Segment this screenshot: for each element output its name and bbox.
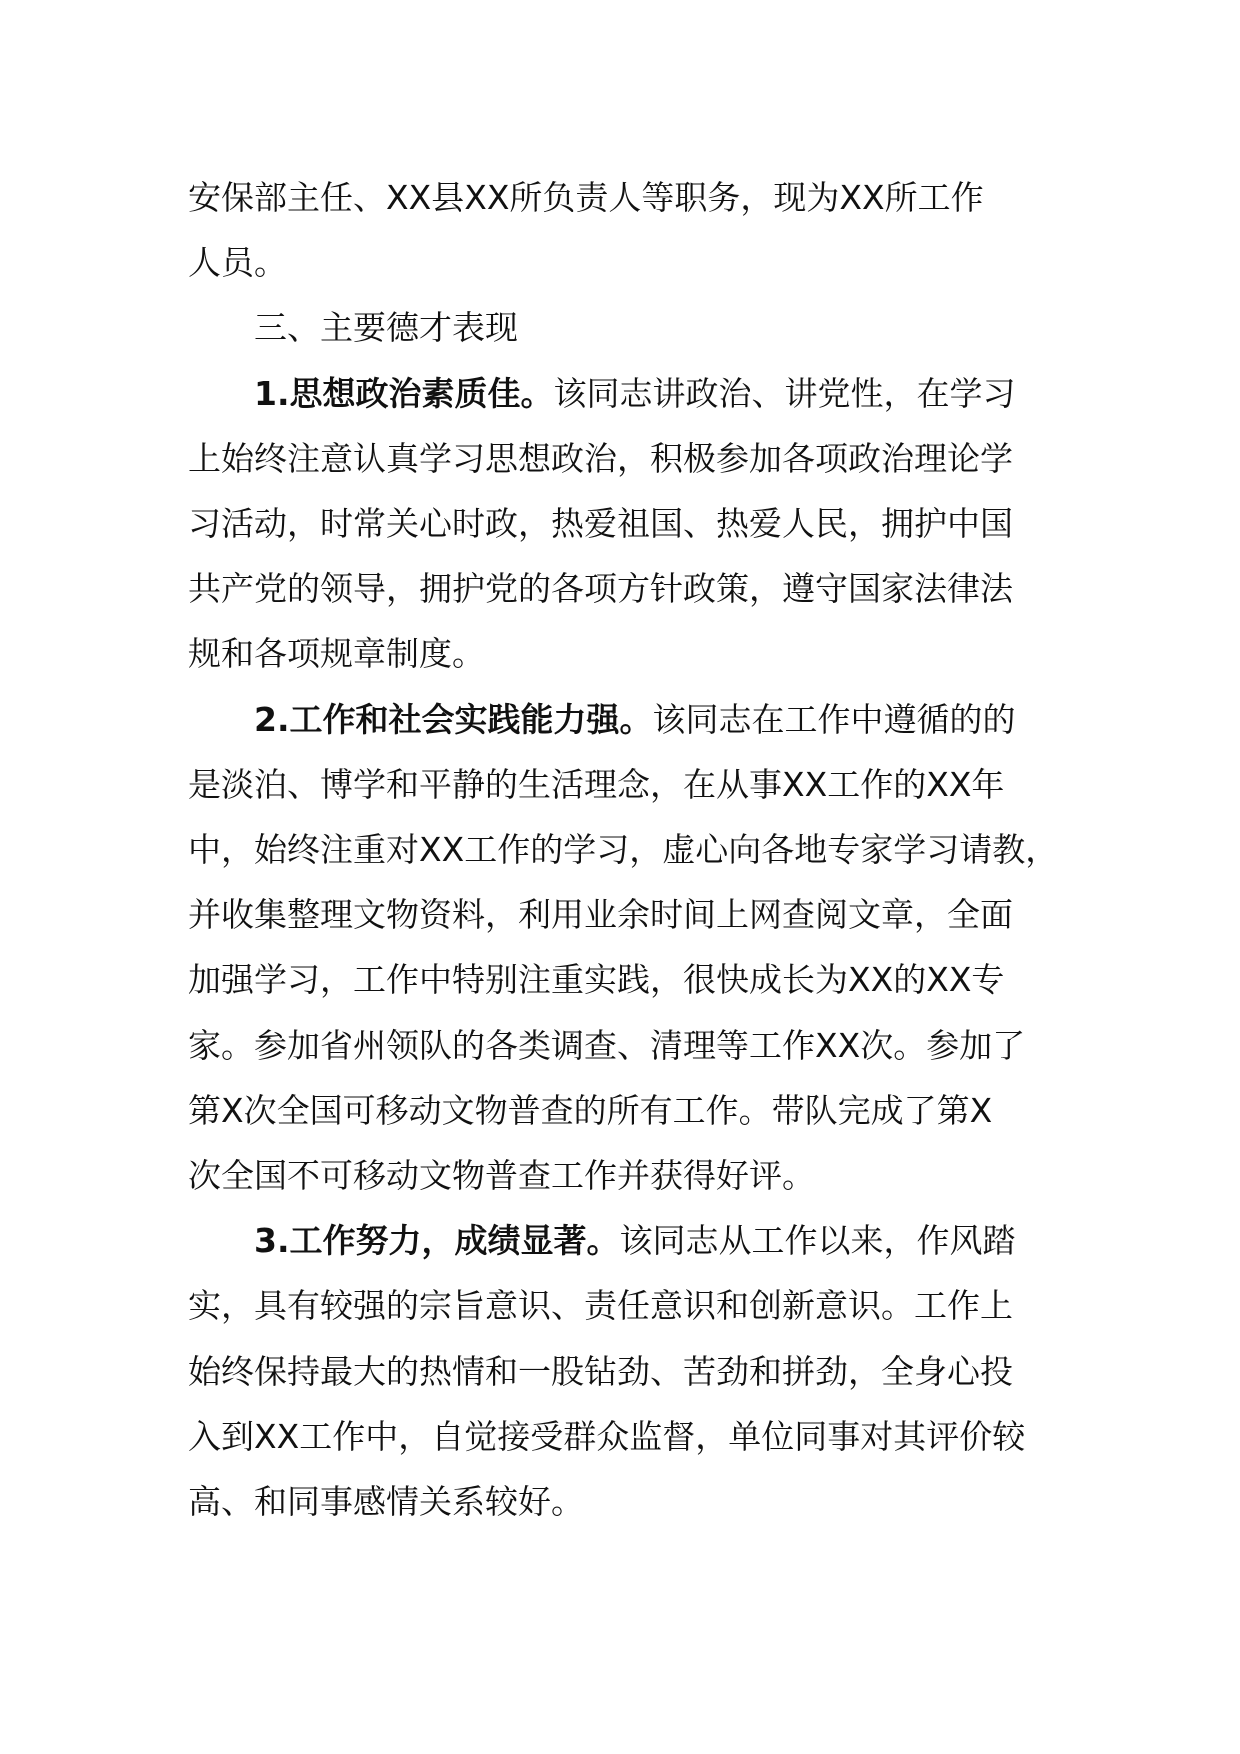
paragraph-line: 次全国不可移动文物普查工作并获得好评。 [188,1156,815,1196]
intro-line: 安保部主任、XX县XX所负责人等职务，现为XX所工作 [188,178,984,217]
item-3-text: 该同志从工作以来，作风踏 [619,1221,1016,1261]
item-2-first-line [188,687,1088,752]
paragraph-line: 共产党的领导，拥护党的各项方针政策，遵守国家法律法 [188,569,1013,609]
item-1-title: 1.思想政治素质佳。 [254,373,554,413]
paragraph-line: 家。参加省州领队的各类调查、清理等工作XX次。参加了 [188,1025,1026,1065]
item-2-title: 2.工作和社会实践能力强。 [254,699,653,739]
intro-line: 人员。 [188,243,287,283]
item-3-title: 3.工作努力，成绩显著。 [254,1221,620,1261]
paragraph-line: 习活动，时常关心时政，热爱祖国、热爱人民，拥护中国 [188,504,1013,544]
paragraph-line: 规和各项规章制度。 [188,634,485,674]
paragraph-line: 是淡泊、博学和平静的生活理念，在从事XX工作的XX年 [188,764,1005,804]
item-3-first-line [188,1208,1088,1273]
paragraph-line: 中，始终注重对XX工作的学习，虚心向各地专家学习请教， [188,830,1059,870]
document-body [188,165,1088,1534]
paragraph-line: 始终保持最大的热情和一股钻劲、苦劲和拼劲，全身心投 [188,1351,1013,1391]
section-heading: 三、主要德才表现 [254,308,518,348]
item-1-text: 该同志讲政治、讲党性，在学习 [553,373,1016,413]
paragraph-line: 加强学习，工作中特别注重实践，很快成长为XX的XX专 [188,960,1005,1000]
paragraph-line: 并收集整理文物资料，利用业余时间上网查阅文章，全面 [188,895,1013,935]
paragraph-line: 入到XX工作中，自觉接受群众监督，单位同事对其评价较 [188,1416,1026,1456]
paragraph-line: 第X次全国可移动文物普查的所有工作。带队完成了第X [188,1090,993,1130]
item-2-text: 该同志在工作中遵循的的 [652,699,1016,739]
item-1-first-line [188,361,1088,426]
paragraph-line: 实，具有较强的宗旨意识、责任意识和创新意识。工作上 [188,1286,1013,1326]
paragraph-line: 上始终注意认真学习思想政治，积极参加各项政治理论学 [188,438,1013,478]
paragraph-line: 高、和同事感情关系较好。 [188,1482,584,1522]
